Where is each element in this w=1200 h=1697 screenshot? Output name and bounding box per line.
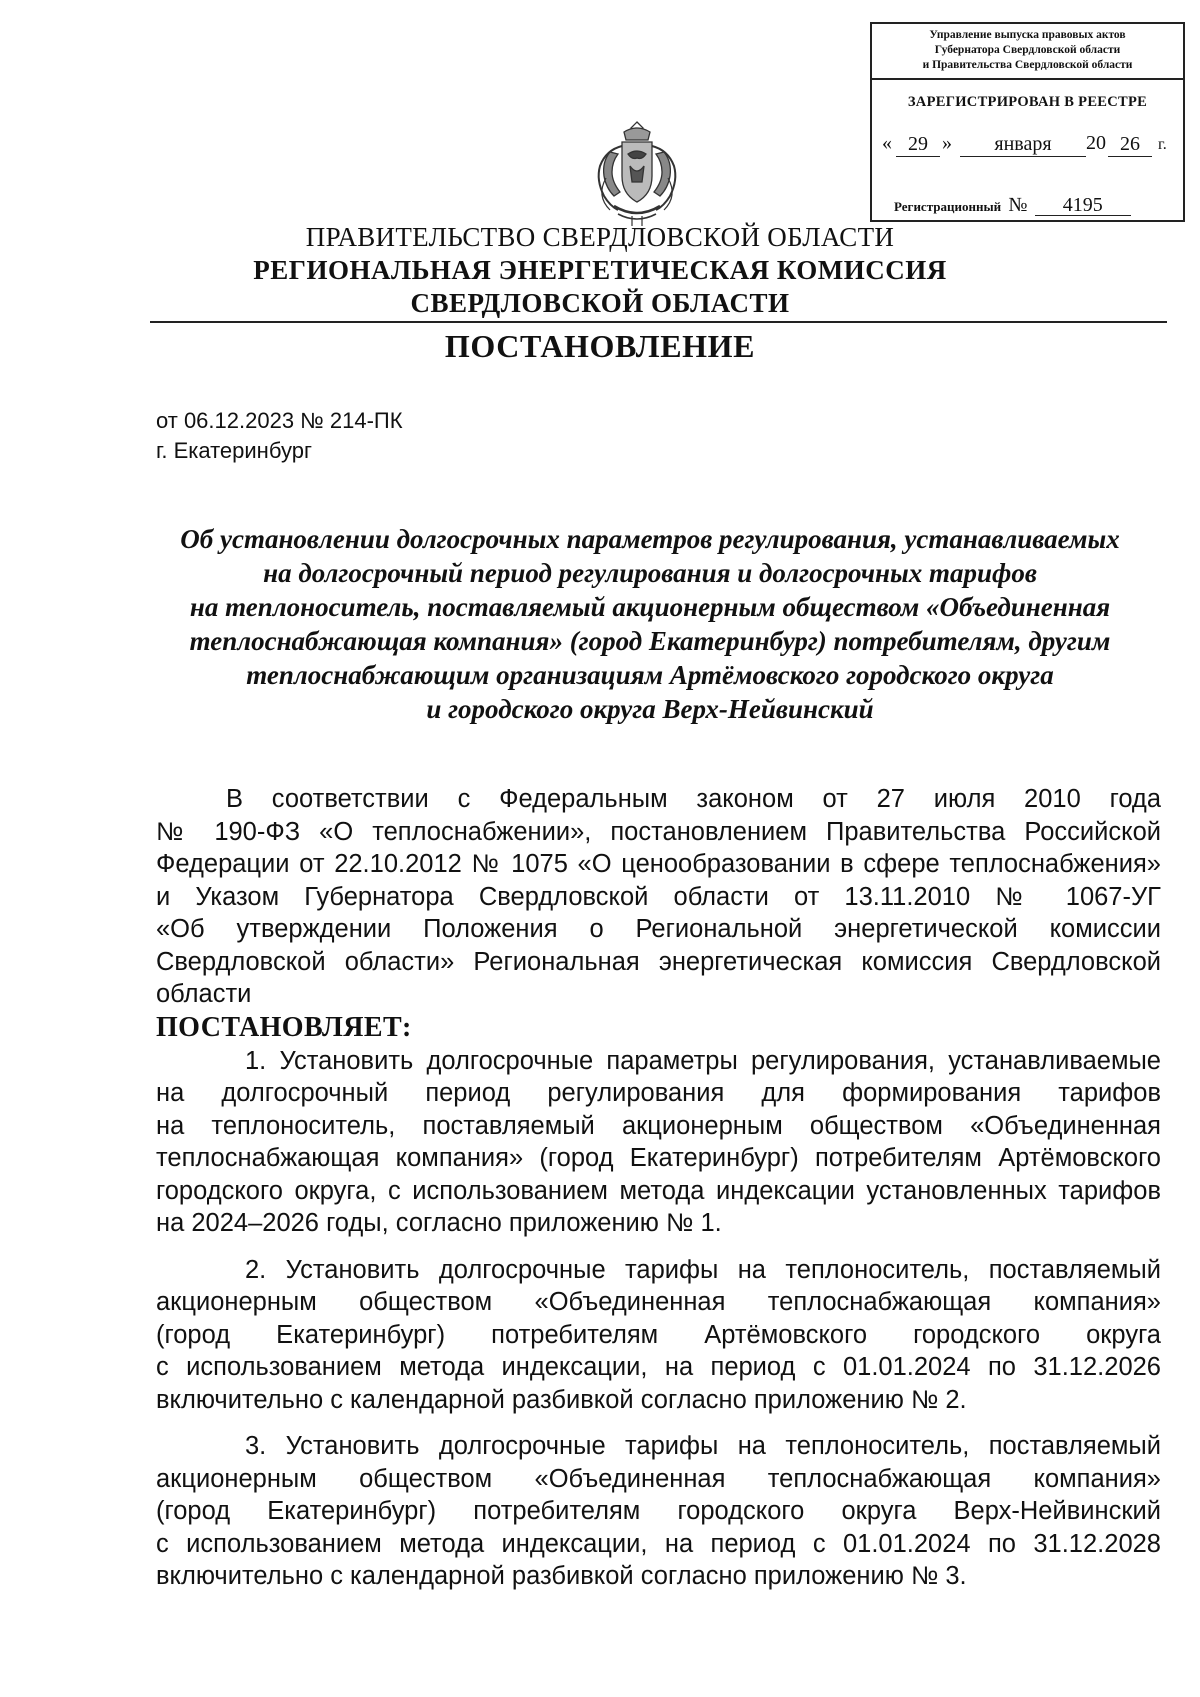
stamp-date — [882, 132, 1177, 158]
item-3 — [156, 1430, 1161, 1593]
title-line: и городского округа Верх-Нейвинский — [426, 694, 874, 724]
item-line: теплоснабжающая компания» (город Екатеринбург) потребителям Артёмовского — [156, 1144, 1161, 1172]
document-type: ПОСТАНОВЛЕНИЕ — [444, 328, 756, 364]
item-line: акционерным обществом «Объединенная теплоснабжающая компания» — [156, 1288, 1161, 1316]
title-line: Об установлении долгосрочных параметров регулирования, устанавливаемых — [180, 524, 1120, 554]
document-title — [150, 522, 1150, 726]
document-meta — [156, 406, 403, 466]
preamble-line: № 190-ФЗ «О теплоснабжении», постановлением Правительства Российской — [156, 817, 1161, 846]
stamp-header — [872, 24, 1183, 80]
stamp-registered-label: ЗАРЕГИСТРИРОВАН В РЕЕСТРЕ — [907, 94, 1148, 110]
preamble-line: «Об утверждении Положения о Региональной энергетической комиссии — [156, 915, 1161, 943]
item-line: (город Екатеринбург) потребителям Артёмовского городского округа — [156, 1320, 1161, 1349]
registry-stamp — [870, 22, 1185, 222]
item-line: 3. Установить долгосрочные тарифы на теплоноситель, поставляемый — [245, 1432, 1161, 1460]
stamp-date-month: января — [960, 132, 1086, 157]
stamp-date-open-quote: « — [882, 132, 892, 154]
stamp-header-line: Управление выпуска правовых актов — [929, 29, 1126, 41]
preamble-line: Свердловской области» Региональная энергетическая комиссия Свердловской — [156, 947, 1161, 976]
item-line: акционерным обществом «Объединенная теплоснабжающая компания» — [156, 1464, 1161, 1493]
commission-name-line2: СВЕРДЛОВСКОЙ ОБЛАСТИ — [410, 288, 790, 318]
stamp-date-year-prefix: 20 — [1086, 132, 1106, 154]
stamp-reg-label: Регистрационный — [894, 199, 1002, 214]
preamble-line: В соответствии с Федеральным законом от 27 июля 2010 года — [226, 785, 1161, 813]
stamp-date-close-quote: » — [942, 132, 952, 154]
item-line: включительно с календарной разбивкой согласно приложению № 3. — [156, 1562, 967, 1590]
coat-of-arms-icon — [588, 118, 686, 230]
preamble-line: области — [156, 980, 252, 1008]
item-line: (город Екатеринбург) потребителям городского округа Верх-Нейвинский — [156, 1497, 1161, 1525]
item-line: 1. Установить долгосрочные параметры регулирования, устанавливаемые — [245, 1046, 1161, 1075]
item-line: 2. Установить долгосрочные тарифы на теплоноситель, поставляемый — [245, 1255, 1161, 1284]
title-line: теплоснабжающая компания» (город Екатеринбург) потребителям, другим — [189, 626, 1111, 656]
item-2 — [156, 1254, 1161, 1417]
stamp-date-year-unit: г. — [1158, 136, 1167, 153]
item-line: на теплоноситель, поставляемый акционерным обществом «Объединенная — [156, 1111, 1161, 1140]
resolves-heading: ПОСТАНОВЛЯЕТ: — [156, 1011, 412, 1043]
stamp-header-line: и Правительства Свердловской области — [922, 59, 1133, 71]
item-line: городского округа, с использованием метода индексации установленных тарифов — [156, 1176, 1161, 1205]
preamble-line: Федерации от 22.10.2012 № 1075 «О ценообразовании в сфере теплоснабжения» — [156, 850, 1161, 878]
item-line: на 2024–2026 годы, согласно приложению № 1. — [156, 1209, 722, 1237]
header-divider — [150, 321, 1167, 323]
item-line: с использованием метода индексации, на период с 01.01.2024 по 31.12.2026 — [156, 1353, 1161, 1381]
title-line: на долгосрочный период регулирования и долгосрочных тарифов — [263, 558, 1037, 588]
stamp-header-line: Губернатора Свердловской области — [934, 44, 1121, 56]
item-line: на долгосрочный период регулирования для формирования тарифов — [156, 1079, 1161, 1107]
item-line: с использованием метода индексации, на период с 01.01.2024 по 31.12.2028 — [156, 1529, 1161, 1558]
title-line: теплоснабжающим организациям Артёмовского городского округа — [246, 660, 1054, 690]
stamp-date-day: 29 — [896, 132, 940, 157]
item-line: включительно с календарной разбивкой согласно приложению № 2. — [156, 1385, 967, 1414]
document-city: г. Екатеринбург — [156, 438, 312, 463]
document-date-number: от 06.12.2023 № 214-ПК — [156, 408, 403, 433]
document-body — [156, 783, 1161, 1593]
item-1 — [156, 1045, 1161, 1240]
stamp-registration-number — [894, 194, 1173, 217]
title-line: на теплоноситель, поставляемый акционерным обществом «Объединенная — [189, 592, 1111, 622]
stamp-date-year-suffix: 26 — [1108, 132, 1152, 157]
commission-name-line1: РЕГИОНАЛЬНАЯ ЭНЕРГЕТИЧЕСКАЯ КОМИССИЯ — [253, 255, 947, 285]
preamble-line: и Указом Губернатора Свердловской области от 13.11.2010 № 1067-УГ — [156, 882, 1161, 911]
stamp-reg-number: 4195 — [1035, 195, 1131, 216]
stamp-no-sign: № — [1008, 194, 1028, 216]
government-name: ПРАВИТЕЛЬСТВО СВЕРДЛОВСКОЙ ОБЛАСТИ — [305, 222, 895, 252]
